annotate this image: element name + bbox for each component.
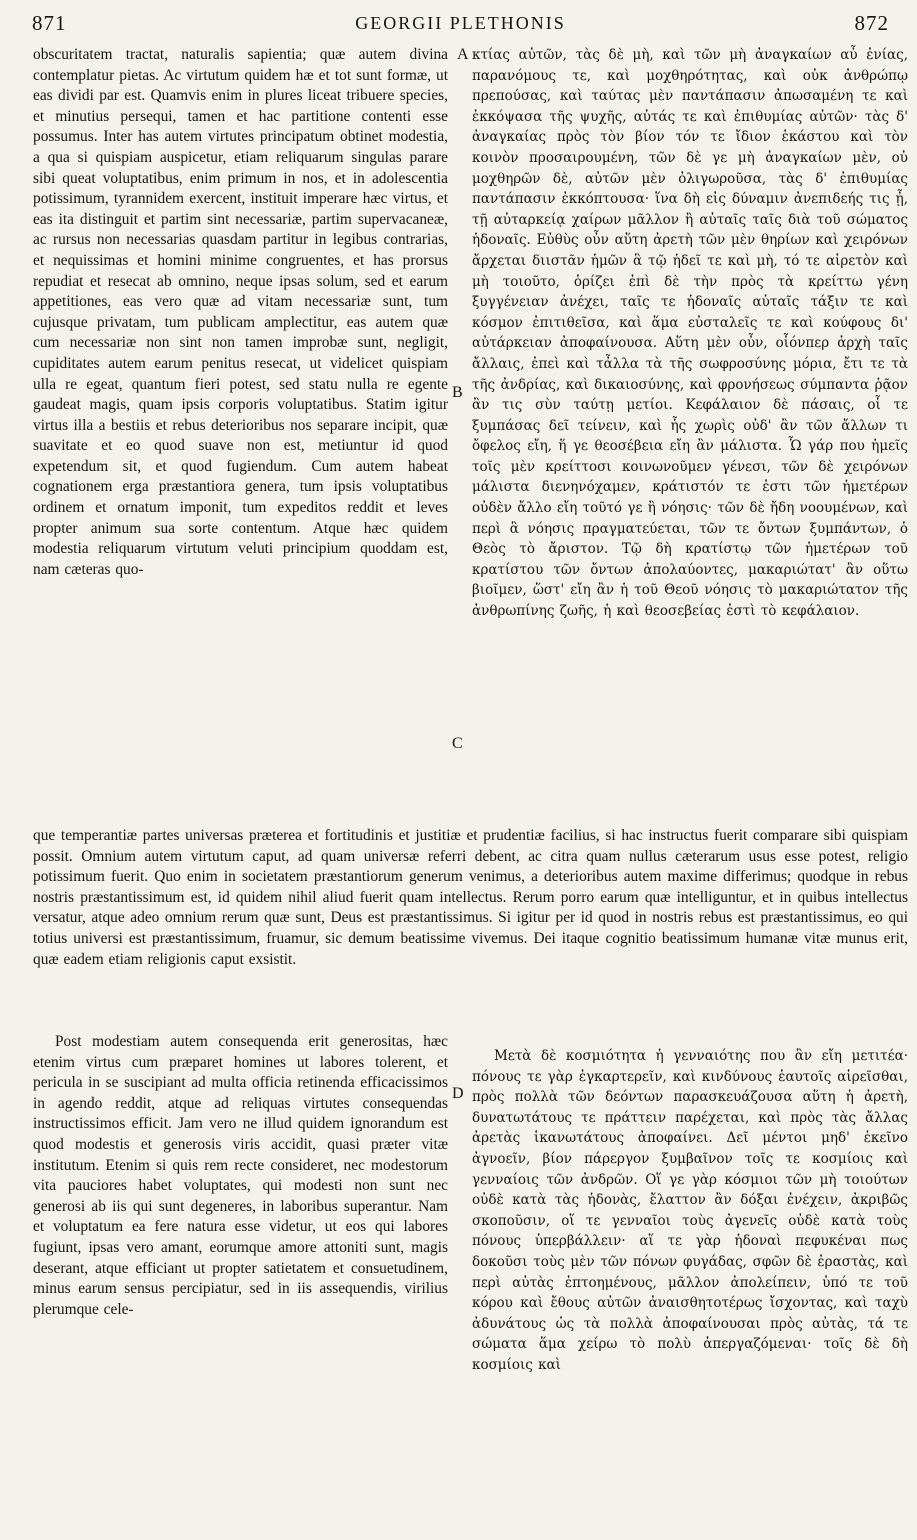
latin-column-top <box>33 45 448 580</box>
latin-paragraph-2: Post modestiam autem consequenda erit generositas, hæc etenim virtus cum præparet homines ut labores tolerent, et pericula in se suscipiant ad multa officia retinenda efficacissimos in agendo reddit, atque ad reliquas virtutes consequendas instructissimos efficit. Jam vero ne illud quidem ignorandum est quod modestis et generosis viris accidit, quasi præter vitæ institutum. Etenim si quis rem recte consideret, nec modestorum vita pauciores habet voluptates, qui modesti non sunt nec generosi ab iis qui sunt degeneres, in laboribus superantur. Nam et voluptatum ea fere natura esse videtur, ut eos qui labores fugiunt, ipsas vero amant, eorumque amore attoniti sunt, magis deserant, atque efficiant ut propter satietatem et consuetudinem, minus earum sensus percipiatur, sed in iis assequendis, virilius plerumque cele- <box>33 1033 448 1318</box>
page-number-left: 871 <box>32 10 67 35</box>
greek-paragraph-2: Μετὰ δὲ κοσμιότητα ἡ γενναιότης που ἂν εἴη μετιτέα· πόνους τε γὰρ ἐγκαρτερεῖν, καὶ κινδύνους ἑαυτοῖς αἱρεῖσθαι, πρὸς πολλὰ τῶν δεόντων παρασκευάζουσα αὕτη ἡ ἀρετὴ, δυνατωτάτους τε πράττειν παρέχεται, καὶ πρὸς τὰς ἄλλας ἀρετὰς ἱκανωτάτους ἀποφαίνει. Δεῖ μέντοι μηδ' ἐκεῖνο ἀγνοεῖν, βίον πάρεργον ξυμβαῖνον τοῖς τε κοσμίοις καὶ γενναίοις τῶν ἀνδρῶν. Οἵ γε γὰρ κόσμιοι τῶν μὴ τοιούτων οὐδὲ κατὰ τὰς ἡδονὰς, ἔλαττον ἂν δόξαι ἐνέχειν, ἀκριβῶς σκοποῦσιν, οἵ τε γενναῖοι τοὺς ἀγενεῖς οὐδὲ κατὰ τοὺς πόνους ὑπερβάλλειν· αἵ τε γὰρ ἡδοναὶ πεφυκέναι πως δοκοῦσι τοὺς μὲν τῶν πόνων φυγάδας, σφῶν δὲ ἐραστὰς, καὶ περὶ αὐτὰς ἐπτοημένους, μᾶλλον ἀπολείπειν, ὑπό τε τοῦ κόρου καὶ ἔθους αὐτῶν ἀναισθητοτέρως ἴσχοντας, καὶ ταχὺ ἀδυνάτους ὡς τὰ πολλὰ ἀποφαίνουσαι πρὸς αὐτὰς, τά τε σώματα ἅμα χείρω τὸ πολὺ ἀπεργαζόμεναι· τοῖς δὲ δὴ κοσμίοις καὶ <box>472 1048 908 1373</box>
latin-full-width-block <box>33 826 908 970</box>
margin-letter-c: C <box>452 735 463 752</box>
greek-column-top <box>472 45 908 622</box>
running-head <box>32 10 889 36</box>
latin-paragraph-continued: que temperantiæ partes universas præterea et fortitudinis et justitiæ et prudentiæ facilius, si hac instructus fuerit comparare sibi quispiam possit. Omnium autem virtutum caput, ad quam universæ referri debent, ac citra quam nullus cæterarum usus esse potest, religio potissimum fuerit. Quo enim in societatem præstantiorum generum venimus, a deterioribus autem maxime differimus; quodque in rebus nostris præstantissimum est, id quidem nihil aliud fuerit quam intellectus. Rerum porro earum quæ intelliguntur, et in quibus intellectus versatur, atque adeo omnium rerum quæ sunt, Deus est præstantissimus. Si igitur per id quod in nostris rebus est præstantissimus, eo qui totius universi est præstantissimum, fruamur, sic demum beatissime vivemus. Dei itaque cognitio beatissimum humanæ vitæ munus erit, quæ eadem etiam religionis caput exsistit. <box>33 827 908 968</box>
latin-paragraph-1: obscuritatem tractat, naturalis sapientia; quæ autem divina contemplatur pietas. Ac virtutum quidem hæ et tot sunt formæ, ut eas dividi par est. Quamvis enim in plures liceat tribuere species, et minutius persequi, tamen et hac partitione contenti esse possumus. Inter has autem virtutes principatum obtinet modestia, a qua si quispiam auspicetur, etiam reliquarum singulas parare sibi queat voluptatibus, enim primum in nos, et in adolescentia potissimum, tyrannidem exercent, instituit imperare hæc virtus, et eas ita distinguit et partim sint necessariæ, partim supervacaneæ, ac rursus non necessarias quasdam partitur in legibus contrarias, et nequissimas et homini minime congruentes, et has prorsus repudiat et resecat ab omnino, neque ipsas solum, sed et earum appetitiones, eas vero quæ ad vitam necessariæ sunt, tum cujusque privatam, tum publicam amplectitur, eas autem quæ cum necessariæ non sint non tamen improbæ sunt, negligit, cupiditates autem earum penitus resecat, ut videlicet quispiam ulla re egeat, quantum fieri potest, sed statu nulla re egente gaudeat magis, quam ipsis corporis voluptatibus. Statim igitur virtus illa a bestiis et rebus deterioribus nos separare incipit, quæ suavitate et eo quod suave non est, metiuntur id quod expetendum sit, et quod fugiendum. Cum autem habeat cognationem erga præstantiora genera, tum ipsis voluptatibus ordinem et ornatum imponit, tum expeditos reddit et leves propter animum sua sorte contentum. Atque hæc quidem modestia reliquarum virtutum veluti principium quoddam est, nam cæteras quo- <box>33 46 448 578</box>
latin-column-bottom <box>33 1032 448 1320</box>
margin-letter-d: D <box>452 1085 464 1102</box>
margin-letter-a: A <box>457 46 469 63</box>
greek-paragraph-1: κτίας αὐτῶν, τὰς δὲ μὴ, καὶ τῶν μὴ ἀναγκαίων αὖ ἐνίας, παρανόμους τε, καὶ μοχθηρότητας, καὶ οὐκ ἀνθρώπῳ πρεπούσας, καὶ ταύτας μὲν παντάπασιν ἀπωσαμένη τε καὶ ἐκκόψασα τῆς ψυχῆς, αὐτάς τε καὶ ἐπιθυμίας αὐτῶν· τὰς δ' ἀναγκαίας πρὸς τὸν βίον τόν τε ἴδιον ἑκάστου καὶ τὸν κοινὸν προσαιρουμένη, τῶν δὲ γε μὴ ἀναγκαίων μὲν, οὐ μοχθηρῶν δὲ, αὐτῶν μὲν ὀλιγωροῦσα, τὰς δ' ἐπιθυμίας παντάπασιν ἐκκόπτουσα· ἵνα δὴ εἰς δύναμιν ἀνεπιδεής τις ᾖ, τῇ αὐταρκείᾳ χαίρων μᾶλλον ἢ αὐταῖς ταῖς διὰ τοῦ σώματος ἡδοναῖς. Εὐθὺς οὖν αὕτη ἀρετὴ τῶν μὲν θηρίων καὶ χειρόνων ἄρχεται διιστᾶν ἡμῶν ἃ τῷ ἡδεῖ τε καὶ μὴ, τό τε αἱρετὸν καὶ μὴ τοιοῦτο, ὁρίζει ἐπὶ δὲ τὴν πρὸς τὰ κρείττω γένη ξυγγένειαν ἀνέχει, ταῖς τε ἡδοναῖς αὐταῖς τάξιν τε καὶ κόσμον ἐπιτιθεῖσα, καὶ ἅμα εὐσταλεῖς τε καὶ κούφους δι' αὐτάρκειαν ἀποφαίνουσα. Αὕτη μὲν οὖν, οἷόνπερ ἀρχὴ ταῖς ἄλλαις, ἐπεὶ καὶ τἆλλα τὰ τῆς σωφροσύνης μόρια, ἔτι τε τὰ τῆς ἀνδρίας, καὶ δικαιοσύνης, καὶ φρονήσεως σύμπαντα ῥᾷον ἂν τις σὺν ταύτῃ μετίοι. Κεφάλαιον δὲ πάσαις, οἷ τε ξυμπάσας δεῖ τείνειν, καὶ ἧς χωρὶς οὐδ' ἂν τῶν ἄλλων τι ὄφελος εἴη, ἥ γε θεοσέβεια εἴη ἂν μάλιστα. Ὧ γάρ που ἡμεῖς τοῖς μὲν κρείττοσι κοινωνοῦμεν γένεσι, τῶν δὲ χειρόνων μάλιστα διενηνόχαμεν, κράτιστόν τε ἐστι τῶν ἡμετέρων οὐδὲν ἄλλο εἴη τοῦτό γε ἢ νόησις· τῶν δὲ ἤδη νοουμένων, καὶ περὶ ἃ νόησις πραγματεύεται, τῶν τε ὄντων ξυμπάντων, ὁ Θεὸς τὸ ἄριστον. Τῷ δὴ κρατίστῳ τῶν ἡμετέρων τοῦ κρατίστου τῶν ὄντων ἀπολαύοντες, μακαριώτατ' ἂν οὕτω βιοῖμεν, ὥστ' εἴη ἂν ἡ τοῦ Θεοῦ νόησις τὸ μακαριώτατον τῆς ἀνθρωπίνης ζωῆς, ἡ καὶ θεοσεβείας ἐστὶ τὸ κεφάλαιον. <box>472 47 908 620</box>
margin-letter-b: B <box>452 384 463 401</box>
page-number-right: 872 <box>854 10 889 35</box>
running-title: GEORGII PLETHONIS <box>355 12 566 33</box>
greek-column-bottom <box>472 1046 908 1376</box>
